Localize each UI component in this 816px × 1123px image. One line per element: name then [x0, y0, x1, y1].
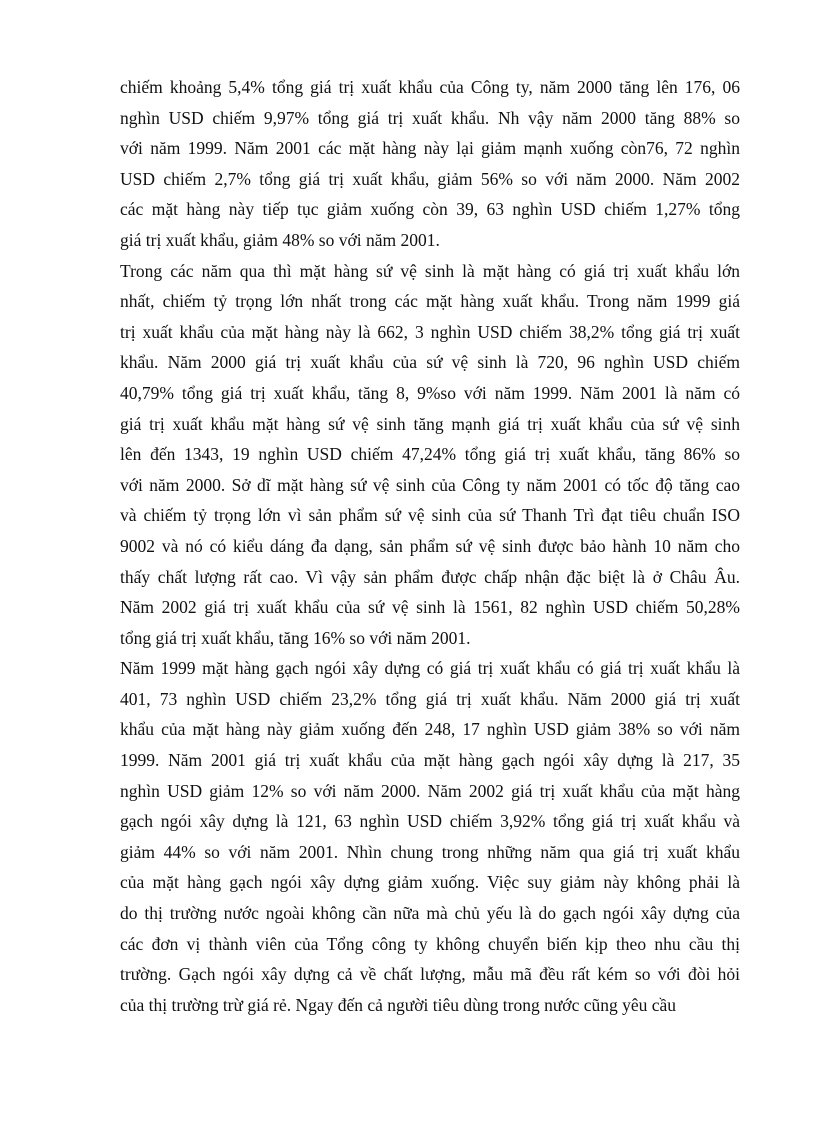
text-line: Trong các năm qua thì mặt hàng sứ vệ sinh là mặt hàng có giá trị xuất khẩu lớn — [120, 260, 740, 281]
text-line: Năm 1999 mặt hàng gạch ngói xây dựng có giá trị xuất khẩu có giá trị xuất khẩu là — [120, 658, 740, 679]
text-line: nghìn USD giảm 12% so với năm 2000. Năm 2002 giá trị xuất khẩu của mặt hàng — [120, 780, 740, 801]
text-line: Năm 2002 giá trị xuất khẩu của sứ vệ sinh là 1561, 82 nghìn USD chiếm 50,28% — [120, 597, 740, 618]
text-line: gạch ngói xây dựng là 121, 63 nghìn USD chiếm 3,92% tổng giá trị xuất khẩu và — [120, 811, 740, 832]
text-line: 40,79% tổng giá trị xuất khẩu, tăng 8, 9%so với năm 1999. Năm 2001 là năm có — [120, 382, 740, 403]
text-line: USD chiếm 2,7% tổng giá trị xuất khẩu, giảm 56% so với năm 2000. Năm 2002 — [120, 168, 740, 189]
text-line: giá trị xuất khẩu, giảm 48% so với năm 2001. — [120, 229, 440, 250]
text-line: lên đến 1343, 19 nghìn USD chiếm 47,24% tổng giá trị xuất khẩu, tăng 86% so — [120, 444, 740, 465]
text-line: chiếm khoảng 5,4% tổng giá trị xuất khẩu của Công ty, năm 2000 tăng lên 176, 06 — [120, 77, 740, 97]
text-line: với năm 2000. Sở dĩ mặt hàng sứ vệ sinh của Công ty năm 2001 có tốc độ tăng cao — [120, 474, 740, 495]
text-line: 1999. Năm 2001 giá trị xuất khẩu của mặt hàng gạch ngói xây dựng là 217, 35 — [120, 750, 740, 771]
text-line: nhất, chiếm tỷ trọng lớn nhất trong các mặt hàng xuất khẩu. Trong năm 1999 giá — [120, 291, 740, 312]
paragraph-sanitary-ware — [120, 256, 740, 654]
text-line: trường. Gạch ngói xây dựng cả về chất lượng, mẫu mã đều rất kém so với đòi hỏi — [120, 964, 740, 985]
text-line: các đơn vị thành viên của Tổng công ty không chuyển biến kịp theo nhu cầu thị — [120, 933, 740, 954]
text-line: trị xuất khẩu của mặt hàng này là 662, 3 nghìn USD chiếm 38,2% tổng giá trị xuất — [120, 321, 740, 342]
text-line: khẩu của mặt hàng này giảm xuống đến 248, 17 nghìn USD giảm 38% so với năm — [120, 719, 740, 740]
text-line: với năm 1999. Năm 2001 các mặt hàng này lại giảm mạnh xuống còn76, 72 nghìn — [120, 138, 740, 159]
text-line: 401, 73 nghìn USD chiếm 23,2% tổng giá trị xuất khẩu. Năm 2000 giá trị xuất — [120, 688, 740, 709]
text-line: tổng giá trị xuất khẩu, tăng 16% so với năm 2001. — [120, 627, 471, 648]
text-line: khẩu. Năm 2000 giá trị xuất khẩu của sứ vệ sinh là 720, 96 nghìn USD chiếm — [120, 352, 740, 373]
text-line: do thị trường nước ngoài không cần nữa mà chủ yếu là do gạch ngói xây dựng của — [120, 903, 740, 924]
paragraph-construction-tiles — [120, 653, 740, 1020]
text-line: 9002 và nó có kiểu dáng đa dạng, sản phẩm sứ vệ sinh được bảo hành 10 năm cho — [120, 535, 740, 556]
text-line: các mặt hàng này tiếp tục giảm xuống còn 39, 63 nghìn USD chiếm 1,27% tổng — [120, 199, 740, 220]
document-page — [120, 72, 740, 1020]
text-line: giá trị xuất khẩu mặt hàng sứ vệ sinh tăng mạnh giá trị xuất khẩu của sứ vệ sinh — [120, 413, 740, 434]
text-line: giảm 44% so với năm 2001. Nhìn chung trong những năm qua giá trị xuất khẩu — [120, 841, 740, 862]
paragraph-other-products — [120, 72, 740, 256]
text-line: và chiếm tỷ trọng lớn vì sản phẩm sứ vệ sinh của sứ Thanh Trì đạt tiêu chuẩn ISO — [120, 505, 740, 526]
text-line: nghìn USD chiếm 9,97% tổng giá trị xuất khẩu. Nh vậy năm 2000 tăng 88% so — [120, 107, 740, 128]
text-line: của mặt hàng gạch ngói xây dựng giảm xuống. Việc suy giảm này không phải là — [120, 872, 740, 893]
text-line: của thị trường trừ giá rẻ. Ngay đến cả người tiêu dùng trong nước cũng yêu cầu — [120, 994, 677, 1015]
text-line: thấy chất lượng rất cao. Vì vậy sản phẩm được chấp nhận đặc biệt là ở Châu Âu. — [120, 566, 740, 587]
